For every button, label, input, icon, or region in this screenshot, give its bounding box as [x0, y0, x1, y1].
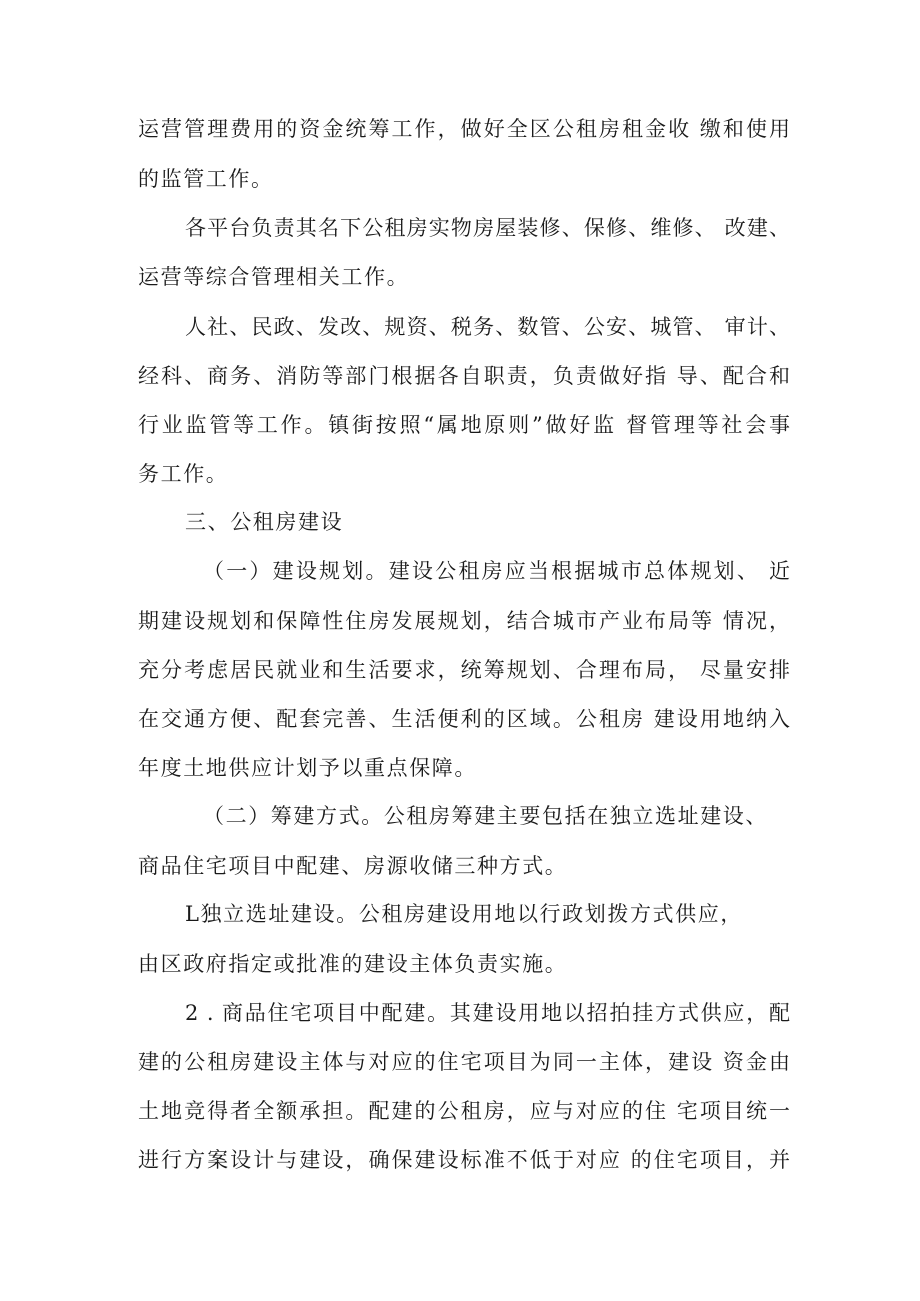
text-line: L独立选址建设。公租房建设用地以行政划拨方式供应，	[185, 902, 743, 926]
text-line: 运营管理费用的资金统筹工作，做好全区公租房租金收 缴和使用	[138, 117, 790, 141]
text-line: 进行方案设计与建设，确保建设标准不低于对应 的住宅项目，并	[138, 1148, 790, 1172]
text-line: 务工作。	[138, 462, 229, 486]
text-line: 2 . 商品住宅项目中配建。其建设用地以招拍挂方式供应，配	[185, 1001, 790, 1025]
text-line: 运营等综合管理相关工作。	[138, 265, 410, 289]
text-line: 商品住宅项目中配建、房源收储三种方式。	[138, 854, 568, 878]
text-line: 由区政府指定或批准的建设主体负责实施。	[138, 952, 568, 976]
text-line: 经科、商务、消防等部门根据各自职责，负责做好指 导、配合和	[138, 364, 790, 388]
text-line: 期建设规划和保障性住房发展规划，结合城市产业布局等 情况，	[138, 609, 790, 633]
text-line: 建的公租房建设主体与对应的住宅项目为同一主体，建设 资金由	[138, 1050, 790, 1074]
text-line: 的监管工作。	[138, 167, 274, 191]
text-line: （二）筹建方式。公租房筹建主要包括在独立选址建设、	[203, 804, 768, 828]
text-line: 各平台负责其名下公租房实物房屋装修、保修、维修、 改建、	[185, 216, 790, 240]
text-line: 人社、民政、发改、规资、税务、数管、公安、城管、 审计、	[185, 315, 790, 339]
text-line: 在交通方便、配套完善、生活便利的区域。公租房 建设用地纳入	[138, 707, 790, 731]
text-line: （一）建设规划。建设公租房应当根据城市总体规划、 近	[203, 559, 790, 583]
text-line: 年度土地供应计划予以重点保障。	[138, 756, 477, 780]
text-line: 土地竞得者全额承担。配建的公租房，应与对应的住 宅项目统一	[138, 1099, 790, 1123]
text-line: 充分考虑居民就业和生活要求，统筹规划、合理布局， 尽量安排	[138, 658, 790, 682]
section-heading: 三、公租房建设	[185, 510, 344, 534]
text-line: 行业监管等工作。镇街按照“属地原则”做好监 督管理等社会事	[138, 413, 790, 437]
